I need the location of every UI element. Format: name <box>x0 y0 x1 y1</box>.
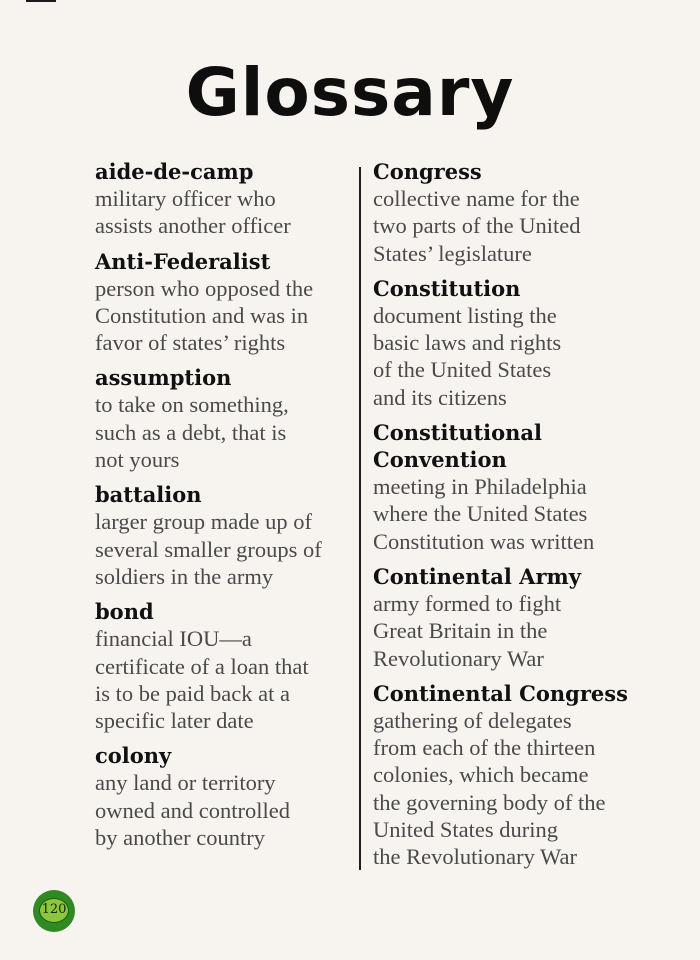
definition-line: certificate of a loan that <box>95 653 309 679</box>
glossary-term <box>373 275 693 302</box>
glossary-term <box>373 563 693 590</box>
page-title: Glossary <box>185 54 515 131</box>
definition-line: assists another officer <box>95 213 291 239</box>
glossary-definition <box>95 391 353 473</box>
definition-line: by another country <box>95 825 265 851</box>
term-line: Continental Congress <box>373 680 628 706</box>
definition-line: Constitution was written <box>373 528 595 554</box>
glossary-definition <box>373 302 693 411</box>
glossary-definition <box>95 769 353 851</box>
definition-line: meeting in Philadelphia <box>373 474 587 500</box>
glossary-term <box>373 680 693 707</box>
definition-line: soldiers in the army <box>95 563 274 589</box>
definition-line: Constitution and was in <box>95 302 309 328</box>
page-number-badge <box>33 890 75 932</box>
glossary-definition <box>373 707 693 871</box>
glossary-entry <box>373 275 693 411</box>
definition-line: and its citizens <box>373 384 507 410</box>
page-number: 120 <box>39 898 69 923</box>
term-line: Congress <box>373 159 482 184</box>
glossary-term <box>373 158 693 185</box>
definition-line: basic laws and rights <box>373 330 562 356</box>
glossary-entry <box>373 158 693 267</box>
glossary-entry <box>95 158 353 240</box>
glossary-term: Anti-Federalist <box>95 248 271 274</box>
definition-line: such as a debt, that is <box>95 419 287 445</box>
glossary-definition <box>95 508 353 590</box>
definition-line: larger group made up of <box>95 509 313 535</box>
definition-line: is to be paid back at a <box>95 680 290 706</box>
definition-line: to take on something, <box>95 392 289 418</box>
glossary-definition <box>373 185 693 267</box>
glossary-term: bond <box>95 599 154 625</box>
definition-line: owned and controlled <box>95 797 290 823</box>
definition-line: the governing body of the <box>373 789 606 815</box>
definition-line: from each of the thirteen <box>373 735 596 761</box>
top-rule-mark <box>26 0 56 2</box>
glossary-entry <box>373 419 693 555</box>
glossary-column-right <box>373 158 693 879</box>
definition-line: colonies, which became <box>373 762 589 788</box>
definition-line: United States during <box>373 817 558 843</box>
definition-line: document listing the <box>373 302 557 328</box>
definition-line: military officer who <box>95 186 276 211</box>
glossary-term <box>373 419 693 473</box>
glossary-entry <box>95 742 353 851</box>
definition-line: collective name for the <box>373 186 580 211</box>
glossary-definition <box>95 275 353 357</box>
glossary-term: aide-de-camp <box>95 159 254 184</box>
definition-line: any land or territory <box>95 770 276 796</box>
definition-line: financial IOU—a <box>95 626 252 652</box>
definition-line: several smaller groups of <box>95 536 322 562</box>
glossary-entry <box>95 481 353 590</box>
definition-line: the Revolutionary War <box>373 844 577 870</box>
definition-line: favor of states’ rights <box>95 330 286 356</box>
definition-line: army formed to fight <box>373 590 562 616</box>
definition-line: where the United States <box>373 501 588 527</box>
glossary-entry <box>373 563 693 672</box>
glossary-entry <box>95 248 353 357</box>
glossary-definition <box>95 625 353 734</box>
term-line: Convention <box>373 447 507 473</box>
definition-line: States’ legislature <box>373 240 532 266</box>
glossary-definition <box>373 473 693 555</box>
glossary-entry <box>373 680 693 871</box>
definition-line: specific later date <box>95 708 254 734</box>
glossary-definition <box>95 185 353 240</box>
term-line: Continental Army <box>373 563 581 589</box>
glossary-term: battalion <box>95 482 202 508</box>
glossary-column-left <box>95 158 353 859</box>
definition-line: Great Britain in the <box>373 618 548 644</box>
term-line: Constitutional <box>373 420 542 446</box>
column-divider <box>359 167 361 870</box>
term-line: Constitution <box>373 275 521 301</box>
definition-line: two parts of the United <box>373 213 581 239</box>
definition-line: Revolutionary War <box>373 645 544 671</box>
definition-line: of the United States <box>373 357 552 383</box>
definition-line: not yours <box>95 447 180 473</box>
definition-line: person who opposed the <box>95 275 314 301</box>
glossary-term: assumption <box>95 365 232 391</box>
glossary-entry <box>95 364 353 473</box>
glossary-term: colony <box>95 743 172 769</box>
glossary-definition <box>373 590 693 672</box>
glossary-entry <box>95 598 353 734</box>
definition-line: gathering of delegates <box>373 707 572 733</box>
